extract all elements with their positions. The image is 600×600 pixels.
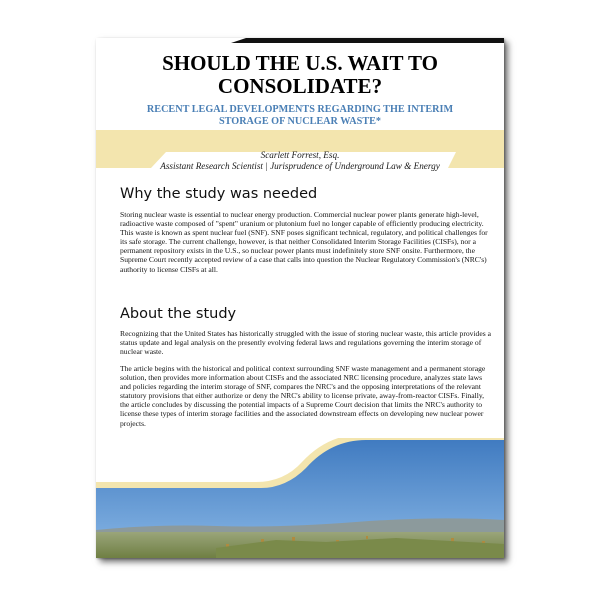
author-name: Scarlett Forrest, Esq. — [260, 150, 340, 160]
section-heading-why: Why the study was needed — [120, 186, 318, 202]
author-title: Assistant Research Scientist | Jurisprudence of Underground Law & Energy — [160, 161, 440, 171]
title-line-1: SHOULD THE U.S. WAIT TO — [162, 51, 438, 75]
title-line-2: CONSOLIDATE? — [217, 74, 383, 98]
document-page — [96, 38, 504, 558]
section-paragraph-about-1: Recognizing that the United States has historically struggled with the issue of storing nuclear waste, this article provides a status update and legal analysis on the presently evolving federal laws and regulations governing the interim storage of nuclear waste. — [120, 329, 491, 357]
yellow-band-upper — [96, 130, 504, 152]
subtitle-line-1: RECENT LEGAL DEVELOPMENTS REGARDING THE INTERIM — [146, 104, 454, 115]
top-black-stripe — [231, 38, 504, 43]
page-title — [96, 52, 504, 98]
section-heading-about: About the study — [120, 306, 237, 322]
page-subtitle — [116, 104, 484, 128]
author-block — [96, 150, 504, 172]
section-paragraph-why: Storing nuclear waste is essential to nuclear energy production. Commercial nuclear power plants generate high-level, radioactive waste composed of "spent" uranium or plutonium fuel no longer capable of efficiently producing electricity. This waste is known as spent nuclear fuel (SNF). SNF poses significant technical, regulatory, and political challenges for its safe storage. The current challenge, however, is that neither Consolidated Interim Storage Facilities (CISFs), nor a permanent repository exists in the U.S., so nuclear power plants must indefinitely store SNF onsite. Furthermore, the Supreme Court recently accepted review of a case that calls into question the Nuclear Regulatory Commission's (NRC's) authority to license CISFs at all. — [120, 210, 488, 274]
subtitle-line-2: STORAGE OF NUCLEAR WASTE* — [219, 116, 381, 127]
section-paragraph-about-2: The article begins with the historical and political context surrounding SNF waste management and a permanent storage solution, then provides more information about CISFs and the associated NRC licensing procedure, analyzes state laws and policies regarding the interim storage of SNF, compares the NRC's and the opposing interpretations of the relevant statutory provisions that either authorize or deny the NRC's ability to license private, away-from-reactor CISFs. Finally, the article concludes by discussing the potential impacts of a Supreme Court decision that limits the NRC's authority to license these types of interim storage facilities and the associated downstream effects on developing new nuclear power projects. — [120, 364, 486, 428]
landscape-photo — [96, 438, 504, 558]
